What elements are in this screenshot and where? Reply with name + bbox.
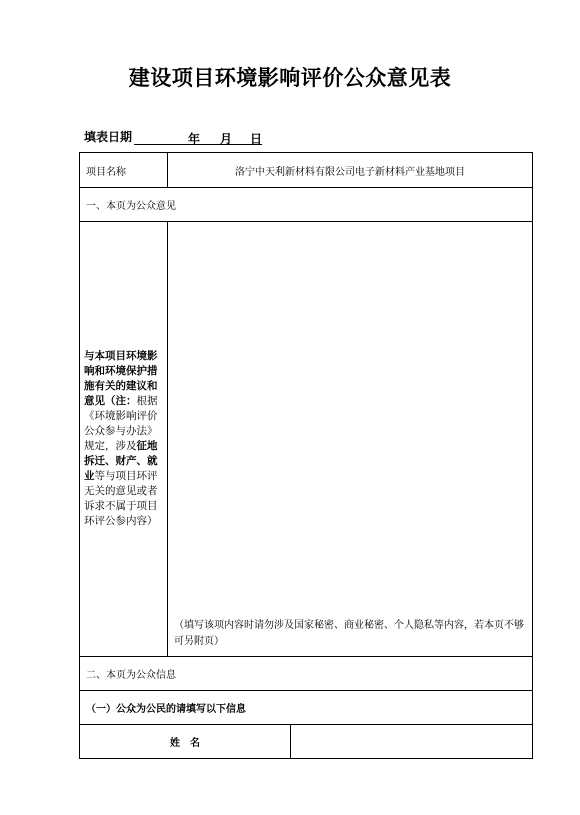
opinion-form-table [79, 152, 533, 759]
form-title: 建设项目环境影响评价公众意见表 [128, 65, 452, 90]
opinion-label-part2: 注： [115, 395, 137, 407]
year-unit: 年 [188, 132, 201, 146]
section2-row [80, 657, 533, 691]
project-name-value: 洛宁中天利新材料有限公司电子新材料产业基地项目 [168, 153, 533, 188]
project-name-row [80, 153, 533, 188]
fill-date-label: 填表日期 [84, 130, 133, 144]
fullname-row [80, 725, 533, 759]
opinion-label-part4: 征地拆迁、财产、就业 [84, 440, 158, 482]
opinion-label-part3: 根据《环境影响评价公众参与办法》规定，涉及 [84, 395, 158, 452]
section1-title: 一、本页为公众意见 [80, 188, 533, 222]
day-unit: 日 [250, 132, 263, 146]
opinion-input-area[interactable] [168, 222, 533, 657]
subsection1-title: （一）公众为公民的请填写以下信息 [80, 691, 533, 725]
opinion-note: （填写该项内容时请勿涉及国家秘密、商业秘密、个人隐私等内容，若本页不够可另附页） [174, 620, 524, 647]
day-blank[interactable] [232, 130, 250, 145]
opinion-label-part1: 与本项目环境影响和环境保护措施有关的建议和意见（ [84, 350, 158, 407]
project-name-label: 项目名称 [80, 153, 168, 188]
month-unit: 月 [220, 132, 233, 146]
subsection1-row [80, 691, 533, 725]
year-blank[interactable] [134, 130, 188, 145]
opinion-row [80, 222, 533, 657]
fullname-label: 姓 名 [80, 725, 291, 759]
opinion-label-part5: 等与项目环评无关的意见或者诉求不属于项目环评公参内容） [84, 470, 158, 527]
month-blank[interactable] [200, 130, 220, 145]
fullname-input[interactable] [291, 725, 533, 759]
section2-title: 二、本页为公众信息 [80, 657, 533, 691]
opinion-label [80, 222, 168, 657]
section1-row [80, 188, 533, 222]
fill-date-line [84, 128, 262, 145]
